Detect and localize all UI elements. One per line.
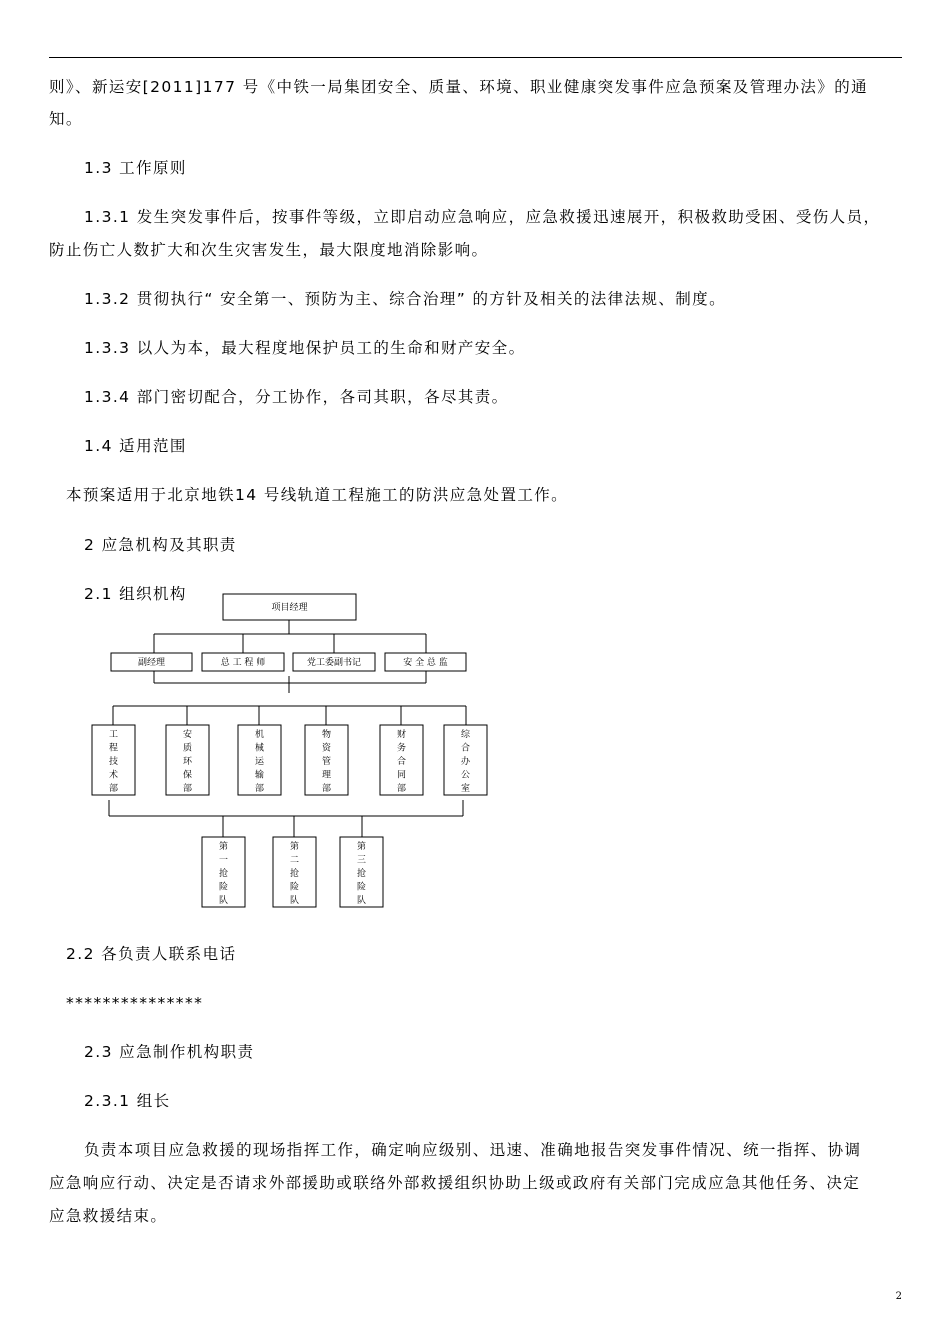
paragraph-1-3-2: 1.3.2 贯彻执行“ 安全第一、预防为主、综合治理” 的方针及相关的法律法规、制度。	[84, 290, 726, 308]
paragraph-continued-line2: 知。	[49, 110, 83, 128]
heading-2: 2 应急机构及其职责	[84, 536, 237, 554]
paragraph-leader-line2: 应急响应行动、决定是否请求外部援助或联络外部救援组织协助上级或政府有关部门完成应急其他任务、决定	[49, 1174, 861, 1192]
heading-2-3-1: 2.3.1 组长	[84, 1092, 171, 1110]
paragraph-1-3-3: 1.3.3 以人为本，最大程度地保护员工的生命和财产安全。	[84, 339, 526, 357]
paragraph-leader-line1: 负责本项目应急救援的现场指挥工作，确定响应级别、迅速、准确地报告突发事件情况、统一指挥、协调	[84, 1141, 862, 1159]
org-department-label: 财务合同部	[396, 730, 407, 794]
heading-1-4: 1.4 适用范围	[84, 437, 187, 455]
org-department-label: 综合办公室	[460, 730, 471, 794]
heading-2-1: 2.1 组织机构	[84, 585, 187, 603]
heading-1-3: 1.3 工作原则	[84, 159, 187, 177]
paragraph-1-3-4: 1.3.4 部门密切配合，分工协作，各司其职，各尽其责。	[84, 388, 509, 406]
org-team-label: 第三抢险队	[356, 842, 367, 906]
page-number: 2	[895, 1291, 902, 1302]
paragraph-scope: 本预案适用于北京地铁14 号线轨道工程施工的防洪应急处置工作。	[66, 486, 569, 504]
paragraph-phone: ***************	[66, 994, 204, 1012]
org-department-label: 安质环保部	[182, 730, 193, 794]
org-department-label: 物资管理部	[321, 730, 332, 794]
heading-2-2: 2.2 各负责人联系电话	[66, 945, 237, 963]
org-team-label: 第二抢险队	[289, 842, 300, 906]
org-top-label: 项目经理	[271, 603, 308, 613]
org-team-label: 第一抢险队	[218, 842, 229, 906]
org-department-label: 工程技术部	[108, 730, 119, 794]
org-level2-label: 总 工 程 师	[220, 658, 266, 668]
org-level2-label: 安 全 总 监	[403, 658, 448, 668]
org-department-label: 机械运输部	[254, 730, 265, 794]
org-level2-label: 党工委副书记	[306, 658, 362, 668]
paragraph-1-3-1-line2: 防止伤亡人数扩大和次生灾害发生，最大限度地消除影响。	[49, 241, 489, 259]
paragraph-leader-line3: 应急救援结束。	[49, 1207, 168, 1225]
paragraph-1-3-1-line1: 1.3.1 发生突发事件后，按事件等级，立即启动应急响应，应急救援迅速展开，积极救助受困、受伤人员，	[84, 208, 881, 226]
org-level2-label: 副经理	[137, 658, 166, 668]
heading-2-3: 2.3 应急制作机构职责	[84, 1043, 255, 1061]
paragraph-continued-line1: 则》、新运安[2011]177 号《中铁一局集团安全、质量、环境、职业健康突发事件应急预案及管理办法》的通	[49, 78, 869, 96]
